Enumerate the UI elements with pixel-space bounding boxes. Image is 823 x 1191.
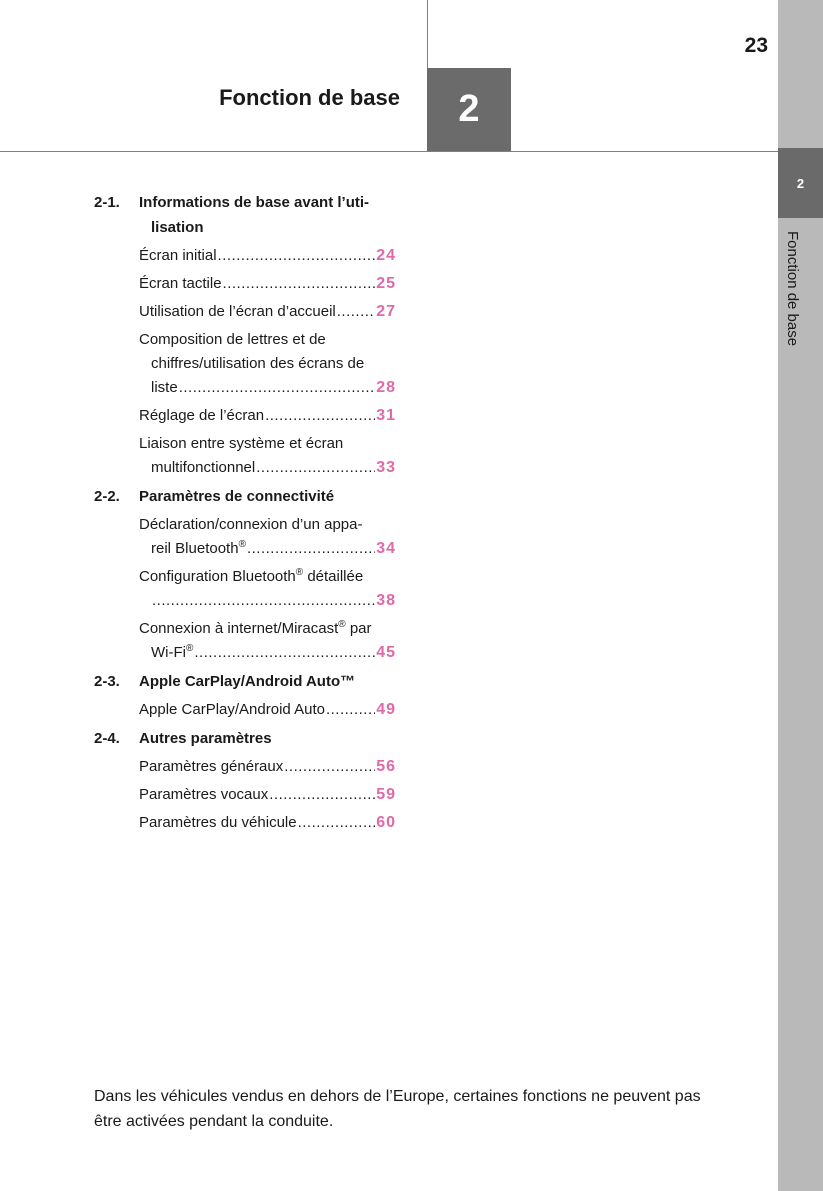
toc-entry[interactable]: [139, 328, 396, 400]
section-title-line: lisation: [151, 219, 204, 236]
entry-label: Déclaration/connexion d’un appa-: [139, 516, 363, 533]
entry-label: Liaison entre système et écran: [139, 435, 344, 452]
section-title: Apple CarPlay/Android Auto™: [139, 673, 356, 690]
toc-entry[interactable]: [139, 513, 396, 561]
entry-label: Utilisation de l’écran d’accueil: [139, 303, 336, 320]
leader-dots: [223, 272, 376, 296]
toc-entry[interactable]: [139, 404, 396, 428]
leader-dots: [247, 537, 375, 561]
toc-entry[interactable]: [139, 244, 396, 268]
leader-dots: [194, 641, 375, 665]
entry-label: Wi-Fi®: [151, 643, 194, 661]
entry-label: reil Bluetooth®: [151, 539, 246, 557]
entry-page-link[interactable]: 45: [376, 644, 396, 661]
leader-dots: [269, 783, 375, 807]
leader-dots: [179, 376, 376, 400]
entry-page-link[interactable]: 31: [376, 407, 396, 424]
entry-label: Paramètres vocaux: [139, 786, 269, 803]
toc-entry[interactable]: [139, 272, 396, 296]
entry-label: Paramètres généraux: [139, 758, 284, 775]
footnote: Dans les véhicules vendus en dehors de l’Europe, certaines fonctions ne peuvent pas être activées pendant la conduite.: [94, 1088, 701, 1130]
leader-dots: [218, 244, 376, 268]
side-chapter-label: Fonction de base: [784, 231, 801, 347]
section-number: 2-1.: [94, 194, 120, 211]
section-title-line: Informations de base avant l’uti-: [139, 194, 370, 211]
entry-page-link[interactable]: 60: [376, 814, 396, 831]
entry-page-link[interactable]: 25: [376, 275, 396, 292]
leader-dots: [337, 300, 375, 324]
leader-dots: [265, 404, 375, 428]
toc-section-2-3: [94, 669, 396, 694]
entry-label: Réglage de l’écran: [139, 407, 265, 424]
entry-page-link[interactable]: 56: [376, 758, 396, 775]
entry-page-link[interactable]: 38: [376, 592, 396, 609]
toc-section-2-4: [94, 726, 396, 751]
section-title: Autres paramètres: [139, 730, 272, 747]
toc-entry[interactable]: [139, 617, 396, 665]
entry-label: Configuration Bluetooth® détaillée: [139, 567, 364, 585]
header-divider-vertical: [427, 0, 428, 68]
entry-page-link[interactable]: 27: [376, 303, 396, 320]
table-of-contents: [94, 190, 396, 835]
chapter-number-box: 2: [427, 68, 511, 151]
leader-dots: [256, 456, 375, 480]
entry-label: multifonctionnel: [151, 459, 256, 476]
toc-section-2-1: [94, 190, 396, 240]
page-number: 23: [744, 34, 768, 57]
entry-label: Écran initial: [139, 247, 217, 264]
entry-label: chiffres/utilisation des écrans de: [151, 355, 365, 372]
entry-label: Apple CarPlay/Android Auto: [139, 701, 325, 718]
entry-page-link[interactable]: 34: [376, 540, 396, 557]
section-title: Paramètres de connectivité: [139, 488, 335, 505]
entry-page-link[interactable]: 49: [376, 701, 396, 718]
entry-page-link[interactable]: 24: [376, 247, 396, 264]
side-chapter-tab[interactable]: 2: [778, 148, 823, 218]
toc-entry[interactable]: [139, 432, 396, 480]
entry-label: Écran tactile: [139, 275, 222, 292]
toc-entry[interactable]: [139, 698, 396, 722]
section-number: 2-3.: [94, 673, 120, 690]
entry-label: Paramètres du véhicule: [139, 814, 297, 831]
toc-section-2-2: [94, 484, 396, 509]
entry-page-link[interactable]: 33: [376, 459, 396, 476]
entry-page-link[interactable]: 59: [376, 786, 396, 803]
leader-dots: [326, 698, 375, 722]
leader-dots: [152, 589, 375, 613]
toc-entry[interactable]: [139, 300, 396, 324]
header-divider-horizontal: [0, 151, 778, 152]
leader-dots: [298, 811, 376, 835]
entry-label: Composition de lettres et de: [139, 331, 326, 348]
entry-label: Connexion à internet/Miracast® par: [139, 619, 372, 637]
entry-page-link[interactable]: 28: [376, 379, 396, 396]
section-number: 2-4.: [94, 730, 120, 747]
section-number: 2-2.: [94, 488, 120, 505]
leader-dots: [284, 755, 375, 779]
toc-entry[interactable]: [139, 783, 396, 807]
toc-entry[interactable]: [139, 565, 396, 613]
entry-label: liste: [151, 379, 178, 396]
toc-entry[interactable]: [139, 755, 396, 779]
section-title: [139, 190, 396, 240]
chapter-title: Fonction de base: [219, 85, 400, 110]
toc-entry[interactable]: [139, 811, 396, 835]
